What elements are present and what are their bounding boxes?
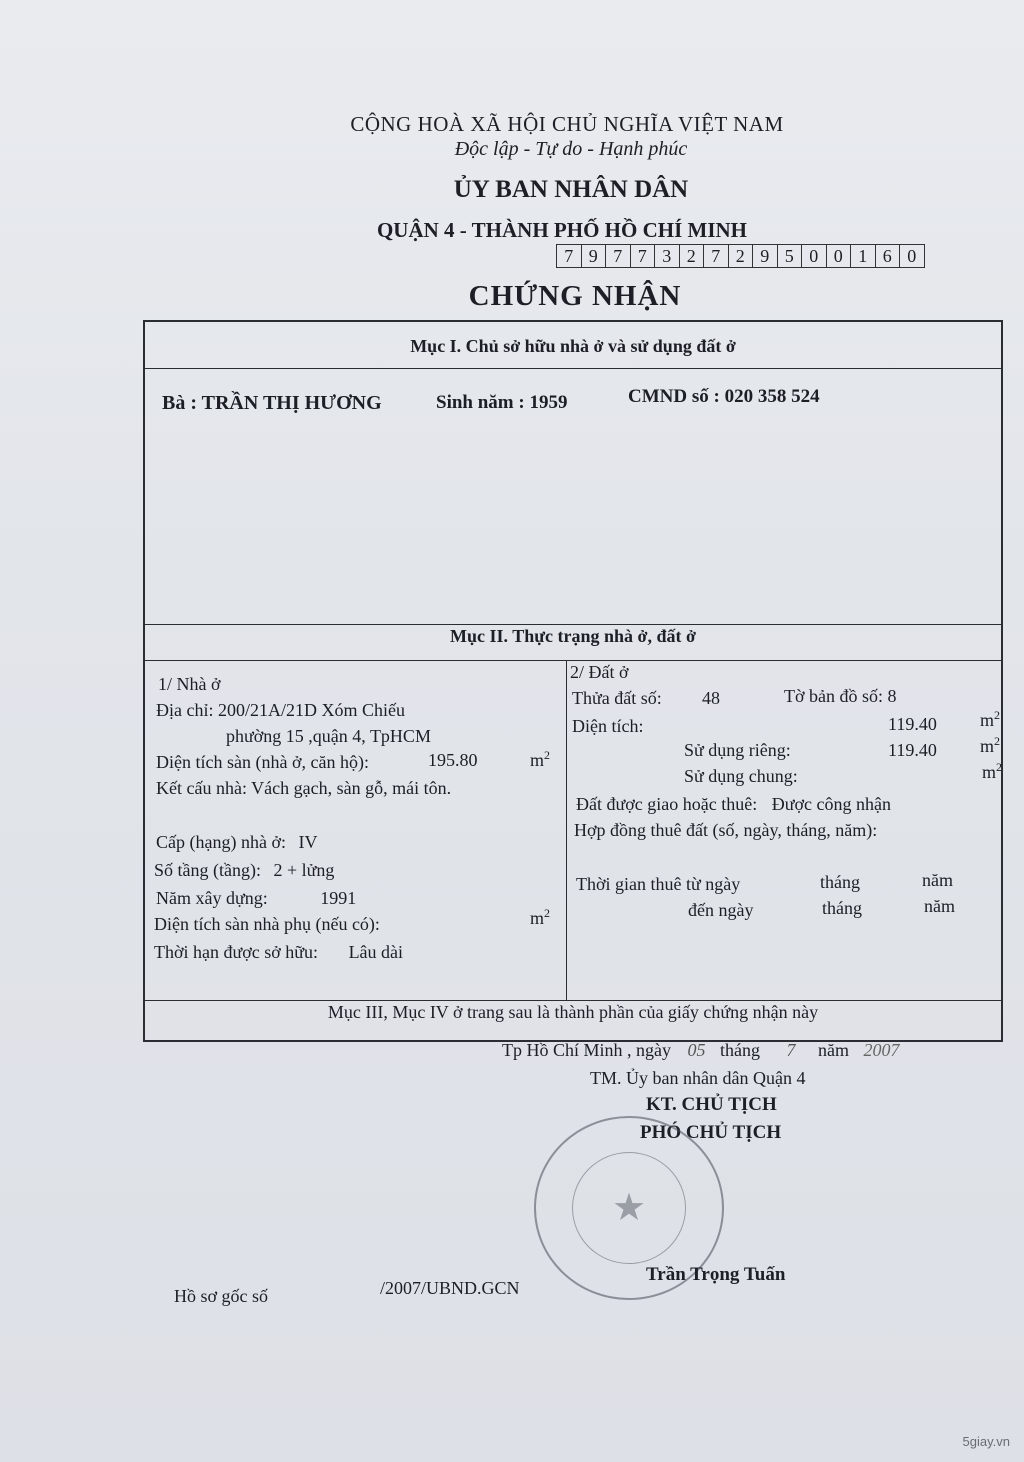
- section2-heading: Mục II. Thực trạng nhà ở, đất ở: [450, 626, 696, 646]
- code-digit: 0: [907, 246, 917, 266]
- certificate-code: [556, 244, 925, 268]
- footer-note: Mục III, Mục IV ở trang sau là thành phần của giấy chứng nhận này: [327, 1002, 819, 1022]
- divider: [143, 624, 1003, 625]
- code-digit: 7: [606, 245, 631, 267]
- signer-role-2: PHÓ CHỦ TỊCH: [640, 1122, 782, 1143]
- record-value: /2007/UBND.GCN: [380, 1278, 520, 1298]
- house-year: Năm xây dựng: 1991: [156, 888, 357, 908]
- code-digit: 3: [655, 245, 680, 267]
- house-title: 1/ Nhà ở: [158, 674, 221, 694]
- house-aux-area-label: Diện tích sàn nhà phụ (nếu có):: [154, 914, 380, 934]
- house-grade: Cấp (hạng) nhà ở: IV: [156, 832, 318, 852]
- column-divider: [566, 660, 567, 1000]
- watermark: 5giay.vn: [962, 1434, 1010, 1449]
- area-unit: $m^2$: [530, 906, 551, 928]
- record-label: Hồ sơ gốc số: [174, 1286, 269, 1306]
- area-unit: $m^2$: [980, 708, 1001, 730]
- issuer-title: ỦY BAN NHÂN DÂN: [453, 176, 689, 203]
- land-plot-value: 48: [702, 688, 720, 708]
- code-digit: 7: [557, 245, 582, 267]
- issuer-district: QUẬN 4 - THÀNH PHỐ HỒ CHÍ MINH: [376, 218, 748, 242]
- area-unit: $m^2$: [982, 760, 1003, 782]
- code-digit: 6: [876, 245, 901, 267]
- lease-to-label: đến ngày: [688, 900, 754, 920]
- lease-from-label: Thời gian thuê từ ngày: [576, 874, 741, 894]
- owner-name: Bà : TRẦN THỊ HƯƠNG: [162, 392, 382, 414]
- place-date: Tp Hồ Chí Minh , ngày 05 tháng 7 năm 2007: [502, 1040, 900, 1060]
- land-shared-label: Sử dụng chung:: [684, 766, 798, 786]
- signer-role-1: KT. CHỦ TỊCH: [646, 1094, 777, 1115]
- house-term: Thời hạn được sở hữu: Lâu dài: [154, 942, 404, 962]
- code-digit: 2: [680, 245, 705, 267]
- house-floors: Số tầng (tầng): 2 + lửng: [154, 860, 335, 880]
- area-unit: $m^2$: [530, 748, 551, 770]
- code-digit: 1: [851, 245, 876, 267]
- section1-heading: Mục I. Chủ sở hữu nhà ở và sử dụng đất ở: [410, 336, 736, 356]
- code-digit: 2: [729, 245, 754, 267]
- land-title: 2/ Đất ở: [570, 662, 629, 682]
- land-private-label: Sử dụng riêng:: [684, 740, 791, 760]
- land-assigned: Đất được giao hoặc thuê: Được công nhận: [576, 794, 891, 814]
- owner-birth-year: Sinh năm : 1959: [436, 392, 568, 413]
- code-digit: 7: [704, 245, 729, 267]
- lease-to-month: tháng: [822, 898, 862, 918]
- land-area-label: Diện tích:: [572, 716, 644, 736]
- code-digit: 0: [802, 245, 827, 267]
- certificate-title: CHỨNG NHẬN: [468, 280, 682, 312]
- lease-to-year: năm: [924, 896, 955, 916]
- national-motto: Độc lập - Tự do - Hạnh phúc: [454, 138, 688, 160]
- divider: [143, 660, 1003, 661]
- land-map-number: Tờ bản đồ số: 8: [784, 686, 897, 706]
- signer-name: Trần Trọng Tuấn: [646, 1264, 786, 1285]
- seal-star-icon: ★: [611, 1187, 647, 1229]
- house-address-line2: phường 15 ,quận 4, TpHCM: [226, 726, 431, 746]
- code-digit: 0: [827, 245, 852, 267]
- land-contract-label: Hợp đồng thuê đất (số, ngày, tháng, năm):: [574, 820, 878, 840]
- lease-from-month: tháng: [820, 872, 860, 892]
- land-plot-label: Thửa đất số:: [572, 688, 662, 708]
- issuing-org: TM. Ủy ban nhân dân Quận 4: [590, 1068, 806, 1088]
- house-floor-area-label: Diện tích sàn (nhà ở, căn hộ):: [156, 752, 369, 772]
- code-digit: 7: [631, 245, 656, 267]
- lease-from-year: năm: [922, 870, 953, 890]
- area-unit: $m^2$: [980, 734, 1001, 756]
- land-area-value: 119.40: [888, 714, 937, 734]
- code-digit: 9: [582, 245, 607, 267]
- land-private-value: 119.40: [888, 740, 937, 760]
- owner-id-number: CMND số : 020 358 524: [628, 386, 820, 407]
- divider: [143, 1000, 1003, 1001]
- divider: [143, 368, 1003, 369]
- code-digit: 9: [753, 245, 778, 267]
- house-floor-area-value: 195.80: [428, 750, 478, 770]
- national-title: CỘNG HOÀ XÃ HỘI CHỦ NGHĨA VIỆT NAM: [350, 112, 784, 136]
- house-structure: Kết cấu nhà: Vách gạch, sàn gỗ, mái tôn.: [156, 778, 452, 798]
- code-digit: 5: [778, 245, 803, 267]
- house-address: Địa chỉ: 200/21A/21D Xóm Chiếu: [156, 700, 405, 720]
